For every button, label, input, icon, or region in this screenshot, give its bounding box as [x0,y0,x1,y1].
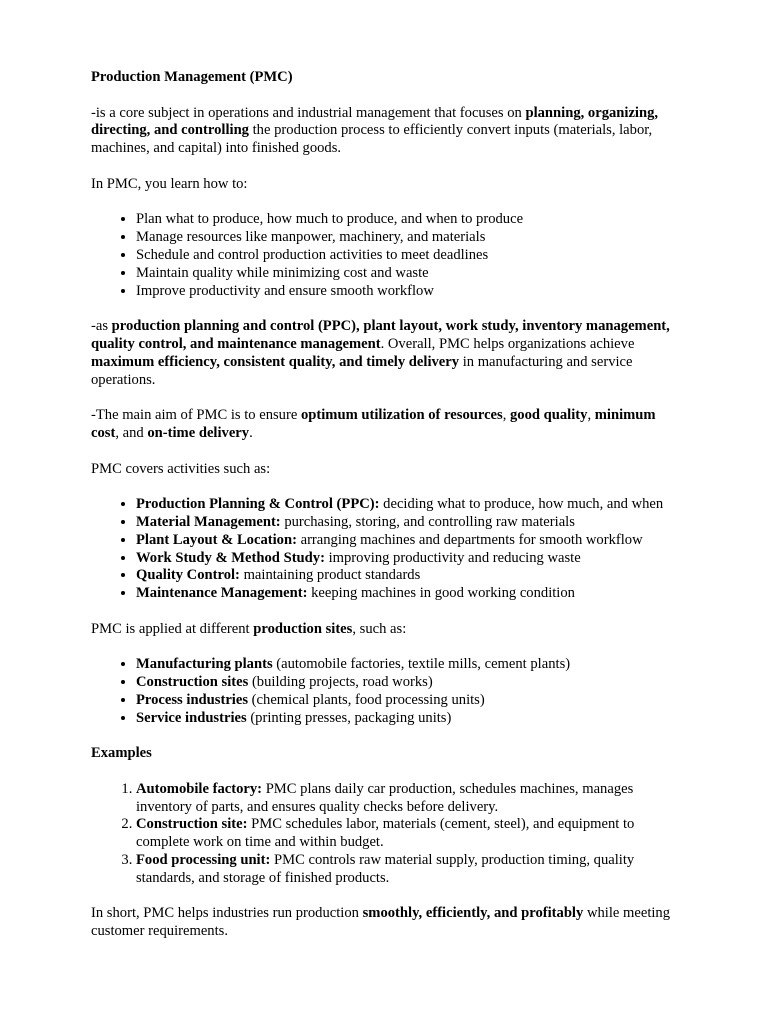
sites-item: • Manufacturing plants (automobile factories, textile mills, cement plants) [136,656,683,674]
covers-item: • Work Study & Method Study: improving productivity and reducing waste [136,550,683,568]
covers-item: • Production Planning & Control (PPC): deciding what to produce, how much, and when [136,496,683,514]
learn-item: • Maintain quality while minimizing cost and waste [136,265,683,283]
summary-paragraph: In short, PMC helps industries run production smoothly, efficiently, and profitably while meeting customer requirements. [91,905,671,940]
examples-list [91,781,683,888]
sites-paragraph: PMC is applied at different production sites, such as: [91,620,407,637]
sites-item: • Service industries (printing presses, packaging units) [136,710,683,728]
learn-item: • Schedule and control production activities to meet deadlines [136,247,683,265]
sites-item: • Process industries (chemical plants, food processing units) [136,692,683,710]
example-item: 3. Food processing unit: PMC controls raw material supply, production timing, quality standards, and storage of finished products. [136,852,683,888]
document-title: Production Management (PMC) [91,69,293,85]
document-body [91,69,683,959]
covers-item: • Maintenance Management: keeping machines in good working condition [136,585,683,603]
sites-item: • Construction sites (building projects, road works) [136,674,683,692]
learn-item: • Manage resources like manpower, machinery, and materials [136,229,683,247]
example-item: 1. Automobile factory: PMC plans daily car production, schedules machines, manages inventory of parts, and ensures quality checks before delivery. [136,781,683,817]
aim-paragraph: -The main aim of PMC is to ensure optimum utilization of resources, good quality, minimum cost, and on-time delivery. [91,407,656,441]
covers-item: • Material Management: purchasing, storing, and controlling raw materials [136,514,683,532]
covers-heading: PMC covers activities such as: [91,460,271,477]
example-item: 2. Construction site: PMC schedules labor, materials (cement, steel), and equipment to complete work on time and within budget. [136,816,683,852]
covers-item: • Quality Control: maintaining product standards [136,567,683,585]
covers-list [91,496,683,603]
intro-paragraph: -is a core subject in operations and industrial management that focuses on planning, organizing, directing, and controlling the production process to efficiently convert inputs (materials, labor, machines, and capital) into finished goods. [91,104,659,157]
learn-list [91,211,683,300]
examples-heading: Examples [91,745,152,762]
learn-item: • Improve productivity and ensure smooth workflow [136,283,683,301]
sites-list [91,656,683,727]
learn-heading: In PMC, you learn how to: [91,175,248,192]
scope-paragraph: -as production planning and control (PPC), plant layout, work study, inventory management, quality control, and maintenance management. Overall, PMC helps organizations achieve maximum efficiency, consistent quality, and timely delivery in manufacturing and service operations. [91,318,670,388]
covers-item: • Plant Layout & Location: arranging machines and departments for smooth workflow [136,532,683,550]
learn-item: • Plan what to produce, how much to produce, and when to produce [136,211,683,229]
